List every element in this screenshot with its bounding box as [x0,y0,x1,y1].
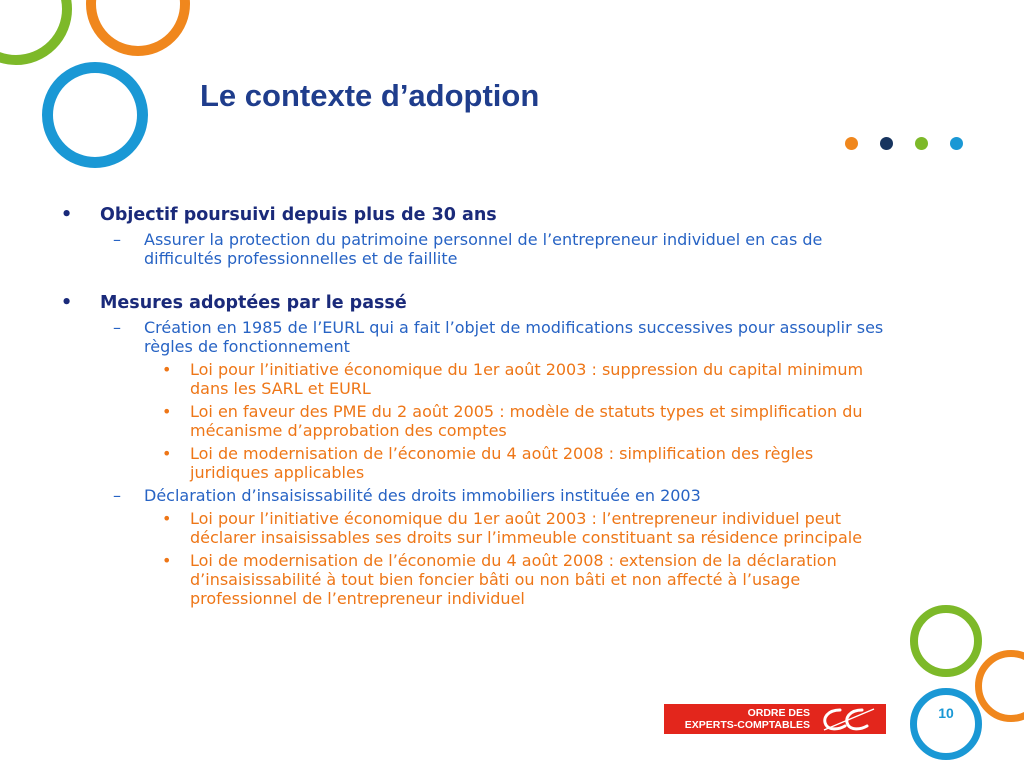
decor-ring-green-bottom-right [910,605,982,677]
page-number: 10 [938,705,954,721]
dash-marker: – [113,318,121,337]
slide-body [55,205,885,608]
bullet-marker: • [61,205,73,225]
sub-bullet-item [55,360,885,398]
decor-ring-green-top-left [0,0,72,65]
dash-marker: – [113,486,121,505]
decor-ring-blue-bottom-right [910,688,982,760]
dash-item [55,318,885,356]
sub-bullet-marker: • [162,360,172,379]
decor-ring-blue-top-left [42,62,148,168]
slide-title: Le contexte d’adoption [200,78,540,113]
decor-dot-navy [880,137,893,150]
decor-ring-orange-top-left [86,0,190,56]
sub-bullet-item [55,509,885,547]
dash-item [55,486,885,505]
sub-bullet-item [55,402,885,440]
logo-line-1: ORDRE DES [747,707,810,719]
bullet-heading-text: Mesures adoptées par le passé [100,293,407,313]
bullet-heading [55,205,885,226]
sub-bullet-item [55,444,885,482]
decor-dot-blue [950,137,963,150]
sub-bullet-text: Loi pour l’initiative économique du 1er août 2003 : l’entrepreneur individuel peut déclarer insaisissables ses droits sur l’immeuble constituant sa résidence principale [190,509,863,547]
spacer [55,268,885,293]
sub-bullet-marker: • [162,551,172,570]
dash-marker: – [113,230,121,249]
logo-text [664,707,810,731]
dash-item [55,230,885,268]
logo-line-2: EXPERTS-COMPTABLES [684,719,810,731]
sub-bullet-text: Loi en faveur des PME du 2 août 2005 : modèle de statuts types et simplification du mécanisme d’approbation des comptes [190,402,863,440]
decor-dot-green [915,137,928,150]
bullet-heading [55,293,885,314]
bullet-heading-text: Objectif poursuivi depuis plus de 30 ans [100,205,497,225]
dash-item-text: Création en 1985 de l’EURL qui a fait l’objet de modifications successives pour assouplir ses règles de fonctionnement [144,318,884,356]
decor-dot-orange [845,137,858,150]
sub-bullet-marker: • [162,444,172,463]
dash-item-text: Assurer la protection du patrimoine personnel de l’entrepreneur individuel en cas de difficultés professionnelles et de faillite [144,230,823,268]
oec-swoosh-icon [818,706,878,732]
sub-bullet-marker: • [162,509,172,528]
ordre-experts-comptables-logo [664,704,886,734]
sub-bullet-item [55,551,885,608]
dash-item-text: Déclaration d’insaisissabilité des droits immobiliers instituée en 2003 [144,486,701,505]
sub-bullet-text: Loi de modernisation de l’économie du 4 août 2008 : simplification des règles juridiques applicables [190,444,814,482]
sub-bullet-text: Loi pour l’initiative économique du 1er août 2003 : suppression du capital minimum dans les SARL et EURL [190,360,864,398]
decor-ring-orange-bottom-right [975,650,1024,722]
bullet-marker: • [61,293,73,313]
sub-bullet-text: Loi de modernisation de l’économie du 4 août 2008 : extension de la déclaration d’insaisissabilité à tout bien foncier bâti ou non bâti et non affecté à l’usage professionnel de l’entrepreneur individuel [190,551,837,608]
decor-dots [845,137,963,150]
sub-bullet-marker: • [162,402,172,421]
